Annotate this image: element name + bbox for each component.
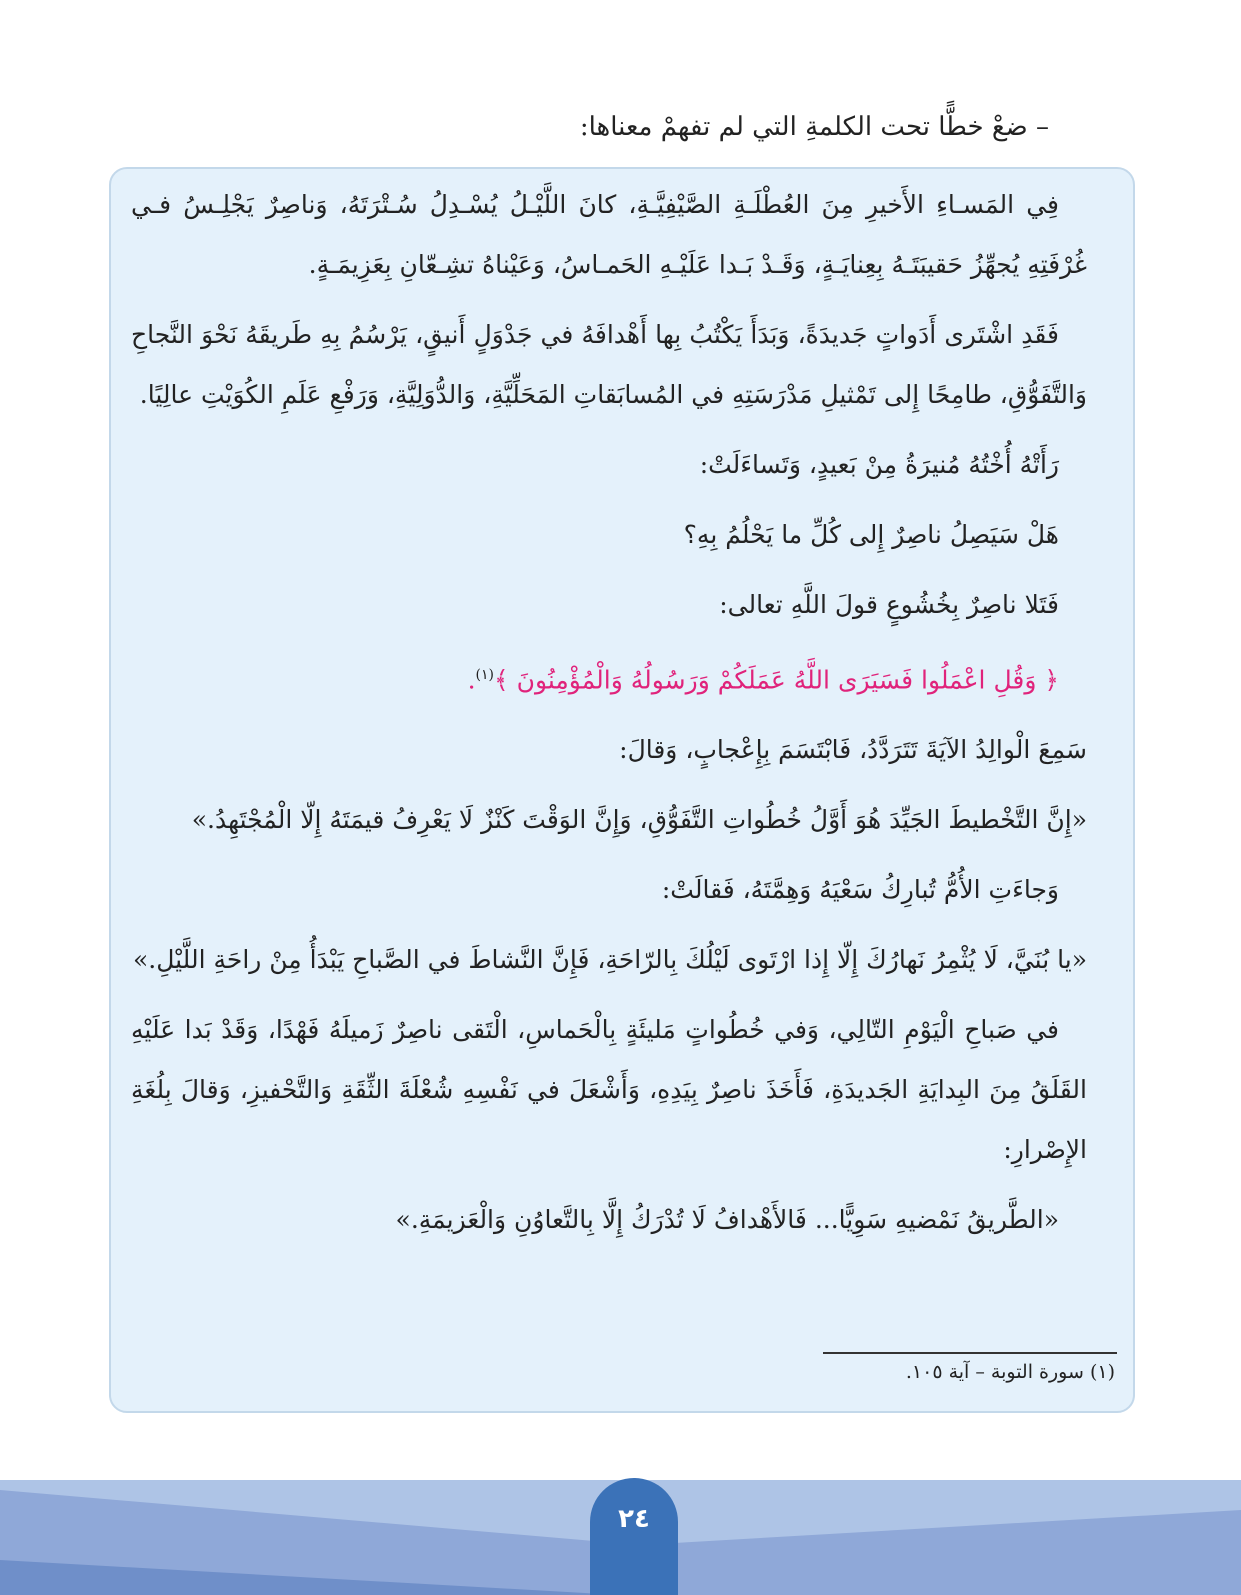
story-paragraph-2: فَقَدِ اشْتَرى أَدَواتٍ جَديدَةً، وَبَدَأَ يَكْتُبُ بِها أَهْدافَهُ في جَدْوَلٍ أَنيقٍ، يَرْسُمُ بِهِ طَريقَهُ نَحْوَ النَّجاحِ وَالتَّفَوُّقِ، طامِحًا إِلى تَمْثيلِ مَدْرَسَتِهِ في المُسابَقاتِ المَحَلِّيَّةِ، وَالدُّوَلِيَّةِ، وَرَفْعِ عَلَمِ الكُوَيْتِ عالِيًا. — [131, 320, 1087, 409]
page-number: ٢٤ — [618, 1504, 650, 1534]
story-paragraph-1: فِي المَسـاءِ الأَخيرِ مِنَ العُطْلَـةِ الصَّيْفِيَّـةِ، كانَ اللَّيْـلُ يُسْـدِلُ سُـتْرَتَهُ، وَناصِرٌ يَجْلِـسُ فـي غُرْفَتِهِ يُجهِّزُ حَقيبَتَـهُ بِعِنايَـةٍ، وَقَـدْ بَـدا عَلَيْـهِ الحَمـاسُ، وَعَيْناهُ تشِـعّانِ بِعَزِيمَـةٍ. — [131, 190, 1087, 279]
footnote: (١) سورة التوبة – آية ١٠٥. — [905, 1361, 1115, 1383]
story-paragraph-3: رَأَتْهُ أُخْتُهُ مُنيرَةُ مِنْ بَعيدٍ، وَتَساءَلَتْ: — [699, 450, 1059, 479]
story-paragraph-4: هَلْ سَيَصِلُ ناصِرٌ إِلى كُلِّ ما يَحْلُمُ بِهِ؟ — [683, 520, 1059, 549]
nasser-quote: «الطَّريقُ نَمْضيهِ سَوِيًّا... فَالأَهْدافُ لَا تُدْرَكُ إِلَّا بِالتَّعاوُنِ وَالْعَزيمَةِ.» — [395, 1205, 1059, 1235]
story-paragraph-10: في صَباحِ الْيَوْمِ التّالِي، وَفي خُطُواتٍ مَليئَةٍ بِالْحَماسِ، الْتَقى ناصِرٌ زَميلَهُ فَهْدًا، وَقَدْ بَدا عَلَيْهِ القَلَقُ مِنَ البِدايَةِ الجَديدَةِ، فَأَخَذَ ناصِرٌ بِيَدِهِ، وَأَشْعَلَ في نَفْسِهِ شُعْلَةَ الثِّقَةِ وَالتَّحْفيزِ، وَقالَ بِلُغَةِ الإِصْرارِ: — [131, 1015, 1087, 1165]
story-paragraph-8: وَجاءَتِ الأُمُّ تُبارِكُ سَعْيَهُ وَهِمَّتَهُ، فَقالَتْ: — [661, 875, 1059, 905]
story-text-box — [109, 167, 1135, 1413]
father-quote: «إِنَّ التَّخْطيطَ الجَيِّدَ هُوَ أَوَّلُ خُطُواتِ التَّفَوُّقِ، وَإِنَّ الوَقْتَ كَنْزٌ لَا يَعْرِفُ قيمَتَهُ إِلّا الْمُجْتَهِدُ.» — [191, 805, 1087, 835]
story-paragraph-6: سَمِعَ الْوالِدُ الآيَةَ تَتَرَدَّدُ، فَابْتَسَمَ بِإِعْجابٍ، وَقالَ: — [619, 735, 1087, 765]
mother-quote: «يا بُنَيَّ، لَا يُثْمِرُ نَهارُكَ إِلّا إِذا ارْتَوى لَيْلُكَ بِالرّاحَةِ، فَإِنَّ النَّشاطَ في الصَّباحِ يَبْدَأُ مِنْ راحَةِ اللَّيْلِ.» — [132, 945, 1087, 975]
footnote-divider — [823, 1352, 1117, 1354]
quran-verse-text: ﴿ وَقُلِ اعْمَلُوا فَسَيَرَى اللَّهُ عَمَلَكُمْ وَرَسُولُهُ وَالْمُؤْمِنُونَ ﴾ — [493, 665, 1059, 695]
exercise-instruction: – ضعْ خطًّا تحت الكلمةِ التي لم تفهمْ معناها: — [579, 112, 1049, 142]
story-paragraph-5: فَتَلا ناصِرٌ بِخُشُوعٍ قولَ اللَّهِ تعالى: — [719, 590, 1059, 619]
page-number-tab — [590, 1478, 678, 1595]
story-content — [131, 175, 1087, 1260]
footnote-reference: (١) — [475, 667, 494, 683]
quran-verse: ﴿ وَقُلِ اعْمَلُوا فَسَيَرَى اللَّهُ عَمَلَكُمْ وَرَسُولُهُ وَالْمُؤْمِنُونَ ﴾$^{(١)}$. — [467, 665, 1059, 695]
